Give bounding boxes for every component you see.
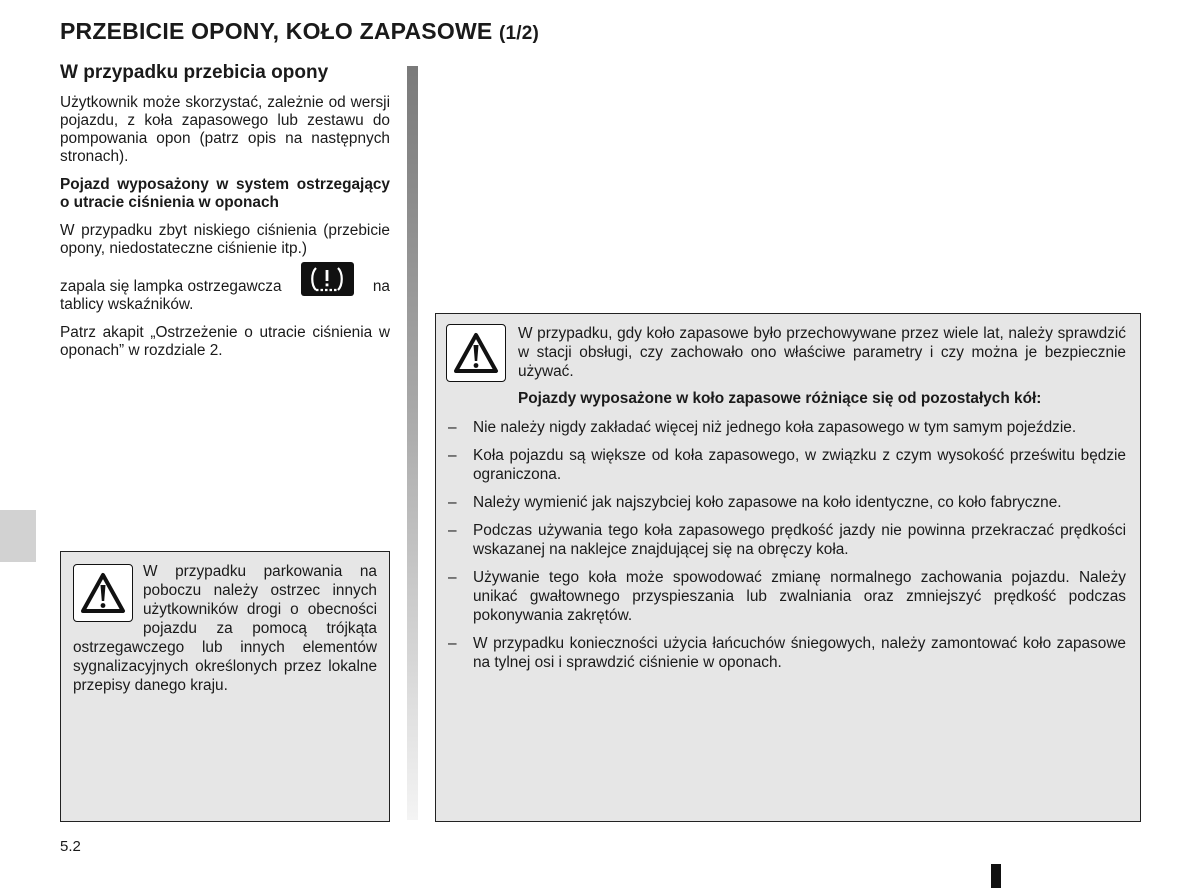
left-column: [60, 62, 390, 370]
spare-wheel-subhead: Pojazdy wyposażone w koło zapasowe różniące się od pozostałych kół:: [518, 390, 1042, 407]
column-divider: [407, 66, 418, 820]
section-title: W przypadku przebicia opony: [60, 62, 329, 83]
warning-box-spare-wheel: [435, 313, 1141, 822]
tpms-heading: Pojazd wyposażony w system ostrzegający o utracie ciśnienia w oponach: [60, 176, 390, 211]
warning-box-parking: [60, 551, 390, 822]
list-item-text: Podczas używania tego koła zapasowego prędkość jazdy nie powinna przekraczać prędkości wskazanej na naklejce znajdującej się na obręczy koła.: [473, 522, 1126, 558]
list-item: [446, 521, 1126, 559]
see-section-paragraph: Patrz akapit „Ostrzeżenie o utracie ciśnienia w oponach” w rozdziale 2.: [60, 324, 390, 359]
parking-warning-text: W przypadku parkowania na poboczu należy ostrzec innych użytkowników drogi o obecności pojazdu za pomocą trójkąta ostrzegawczego lub innych elementów sygnalizacyjnych określonych przez lokalne przepisy danego kraju.: [73, 563, 377, 694]
page-title: [60, 18, 539, 45]
lamp-text-before: zapala się lampka ostrzegawcza: [60, 278, 282, 295]
list-item: [446, 568, 1126, 625]
spare-wheel-list: [446, 418, 1126, 672]
page-title-part: (1/2): [498, 23, 540, 44]
list-item-text: Należy wymienić jak najszybciej koło zapasowe na koło identyczne, co koło fabryczne.: [473, 494, 1062, 511]
chapter-tab: [0, 510, 36, 562]
lamp-text-after: na: [372, 278, 390, 295]
intro-paragraph: Użytkownik może skorzystać, zależnie od wersji pojazdu, z koła zapasowego lub zestawu do pompowania opon (patrz opis na następnych stronach).: [60, 94, 390, 165]
spare-wheel-lead: W przypadku, gdy koło zapasowe było przechowywane przez wiele lat, należy sprawdzić w stacji obsługi, czy zachowało ono właściwe parametry i czy można je bezpiecznie używać.: [518, 325, 1126, 380]
list-dash: –: [448, 447, 457, 464]
list-item-text: W przypadku konieczności użycia łańcuchów śniegowych, należy zamontować koło zapasowe na tylnej osi i sprawdzić ciśnienie w oponach.: [473, 635, 1126, 671]
lamp-line: [60, 262, 390, 296]
list-dash: –: [448, 635, 457, 652]
list-dash: –: [448, 522, 457, 539]
lamp-text-cont: tablicy wskaźników.: [60, 296, 194, 313]
tire-pressure-warning-icon: [301, 262, 354, 296]
page-title-text: PRZEBICIE OPONY, KOŁO ZAPASOWE: [60, 18, 493, 44]
list-item-text: Używanie tego koła może spowodować zmianę normalnego zachowania pojazdu. Należy unikać gwałtownego przyspieszania lub zwalniania oraz zmniejszyć prędkość podczas pokonywania zakrętów.: [473, 569, 1126, 624]
warning-triangle-icon: [446, 324, 506, 382]
list-dash: –: [448, 569, 457, 586]
list-item: [446, 418, 1126, 437]
list-dash: –: [448, 419, 457, 436]
list-item-text: Nie należy nigdy zakładać więcej niż jednego koła zapasowego w tym samym pojeździe.: [473, 419, 1077, 436]
page-corner-mark: [991, 864, 1001, 888]
list-item-text: Koła pojazdu są większe od koła zapasowego, w związku z czym wysokość prześwitu będzie ograniczona.: [473, 447, 1126, 483]
list-item: [446, 493, 1126, 512]
page-number: 5.2: [60, 838, 81, 855]
list-dash: –: [448, 494, 457, 511]
warning-triangle-icon: [73, 564, 133, 622]
low-pressure-paragraph: W przypadku zbyt niskiego ciśnienia (przebicie opony, niedostateczne ciśnienie itp.): [60, 222, 390, 257]
list-item: [446, 446, 1126, 484]
list-item: [446, 634, 1126, 672]
